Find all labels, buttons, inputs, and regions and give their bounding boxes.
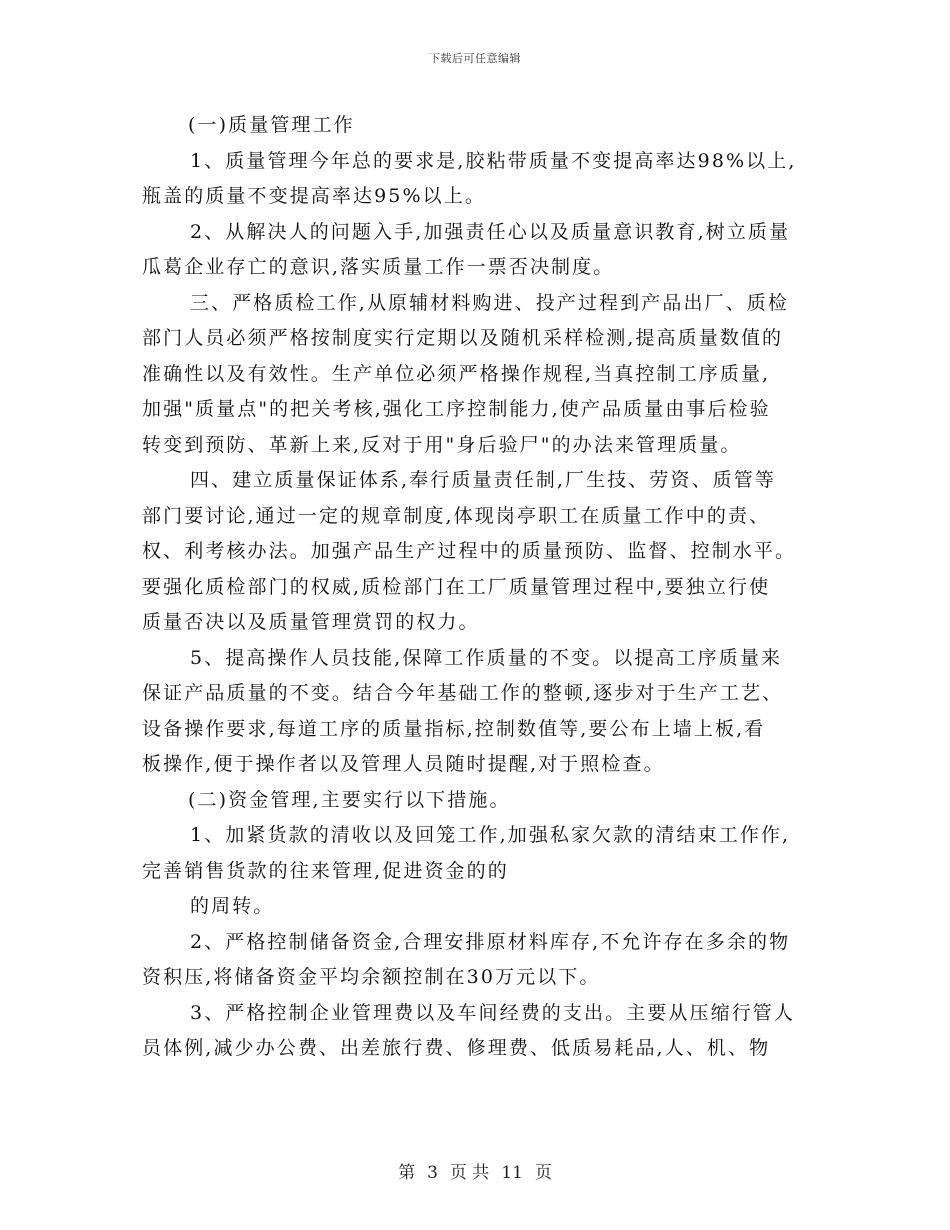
paragraph-line: 完善销售货款的往来管理,促进资金的的: [142, 859, 509, 882]
paragraph-line: 2、严格控制储备资金,合理安排原材料库存,不允许存在多余的物: [190, 930, 791, 953]
paragraph-line: 要强化质检部门的权威,质检部门在工厂质量管理过程中,要独立行使: [142, 575, 771, 598]
paragraph-line: 资积压,将储备资金平均余额控制在30万元以下。: [142, 966, 601, 988]
document-body: [142, 108, 810, 1067]
paragraph-line: 部门要讨论,通过一定的规章制度,体现岗亭职工在质量工作中的责、: [142, 504, 771, 527]
page-current: 3: [427, 1163, 438, 1183]
page-suffix: 页: [534, 1163, 552, 1183]
paragraph-line: 质量否决以及质量管理赏罚的权力。: [142, 611, 480, 633]
paragraph-line: 瓜葛企业存亡的意识,落实质量工作一票否决制度。: [142, 256, 615, 278]
section-heading: (二)资金管理,主要实行以下措施。: [188, 788, 511, 811]
page-prefix: 第: [398, 1163, 416, 1183]
paragraph-line: 加强"质量点"的把关考核,强化工序控制能力,使产品质量由事后检验: [142, 398, 771, 420]
page-header: 下载后可任意编辑: [429, 52, 521, 65]
paragraph-line: 2、从解决人的问题入手,加强责任心以及质量意识教育,树立质量: [190, 220, 791, 243]
paragraph-line: 的周转。: [190, 895, 275, 917]
page-mid: 页 共: [449, 1163, 490, 1183]
paragraph-line: 设备操作要求,每道工序的质量指标,控制数值等,要公布上墙上板,看: [142, 717, 766, 740]
paragraph-line: 权、利考核办法。加强产品生产过程中的质量预防、监督、控制水平。: [142, 540, 797, 562]
paragraph-line: 员体例,减少办公费、出差旅行费、修理费、低质易耗品,人、机、物: [142, 1037, 771, 1059]
page-footer: [0, 1158, 950, 1183]
paragraph-line: 准确性以及有效性。生产单位必须严格操作规程,当真控制工序质量,: [142, 362, 771, 385]
paragraph-line: 保证产品质量的不变。结合今年基础工作的整顿,逐步对于生产工艺、: [142, 682, 784, 704]
paragraph-line: 四、建立质量保证体系,奉行质量责任制,厂生技、劳资、质管等: [190, 469, 776, 491]
paragraph-line: 三、严格质检工作,从原辅材料购进、投产过程到产品出厂、质检: [190, 291, 789, 314]
paragraph-line: 1、加紧货款的清收以及回笼工作,加强私家欠款的清结束工作作,: [190, 824, 791, 846]
paragraph-line: 板操作,便于操作者以及管理人员随时提醒,对于照检查。: [142, 753, 665, 775]
paragraph-line: 1、质量管理今年总的要求是,胶粘带质量不变提高率达98%以上,: [190, 149, 797, 172]
paragraph-line: 部门人员必须严格按制度实行定期以及随机采样检测,提高质量数值的: [142, 327, 784, 349]
paragraph-line: 3、严格控制企业管理费以及车间经费的支出。主要从压缩行管人: [190, 1001, 795, 1024]
page-total: 11: [501, 1163, 523, 1183]
paragraph-line: 瓶盖的质量不变提高率达95%以上。: [142, 185, 486, 207]
section-heading: (一)质量管理工作: [188, 114, 355, 136]
paragraph-line: 5、提高操作人员技能,保障工作质量的不变。以提高工序质量来: [190, 646, 783, 669]
paragraph-line: 转变到预防、革新上来,反对于用"身后验尸"的办法来管理质量。: [142, 433, 742, 456]
